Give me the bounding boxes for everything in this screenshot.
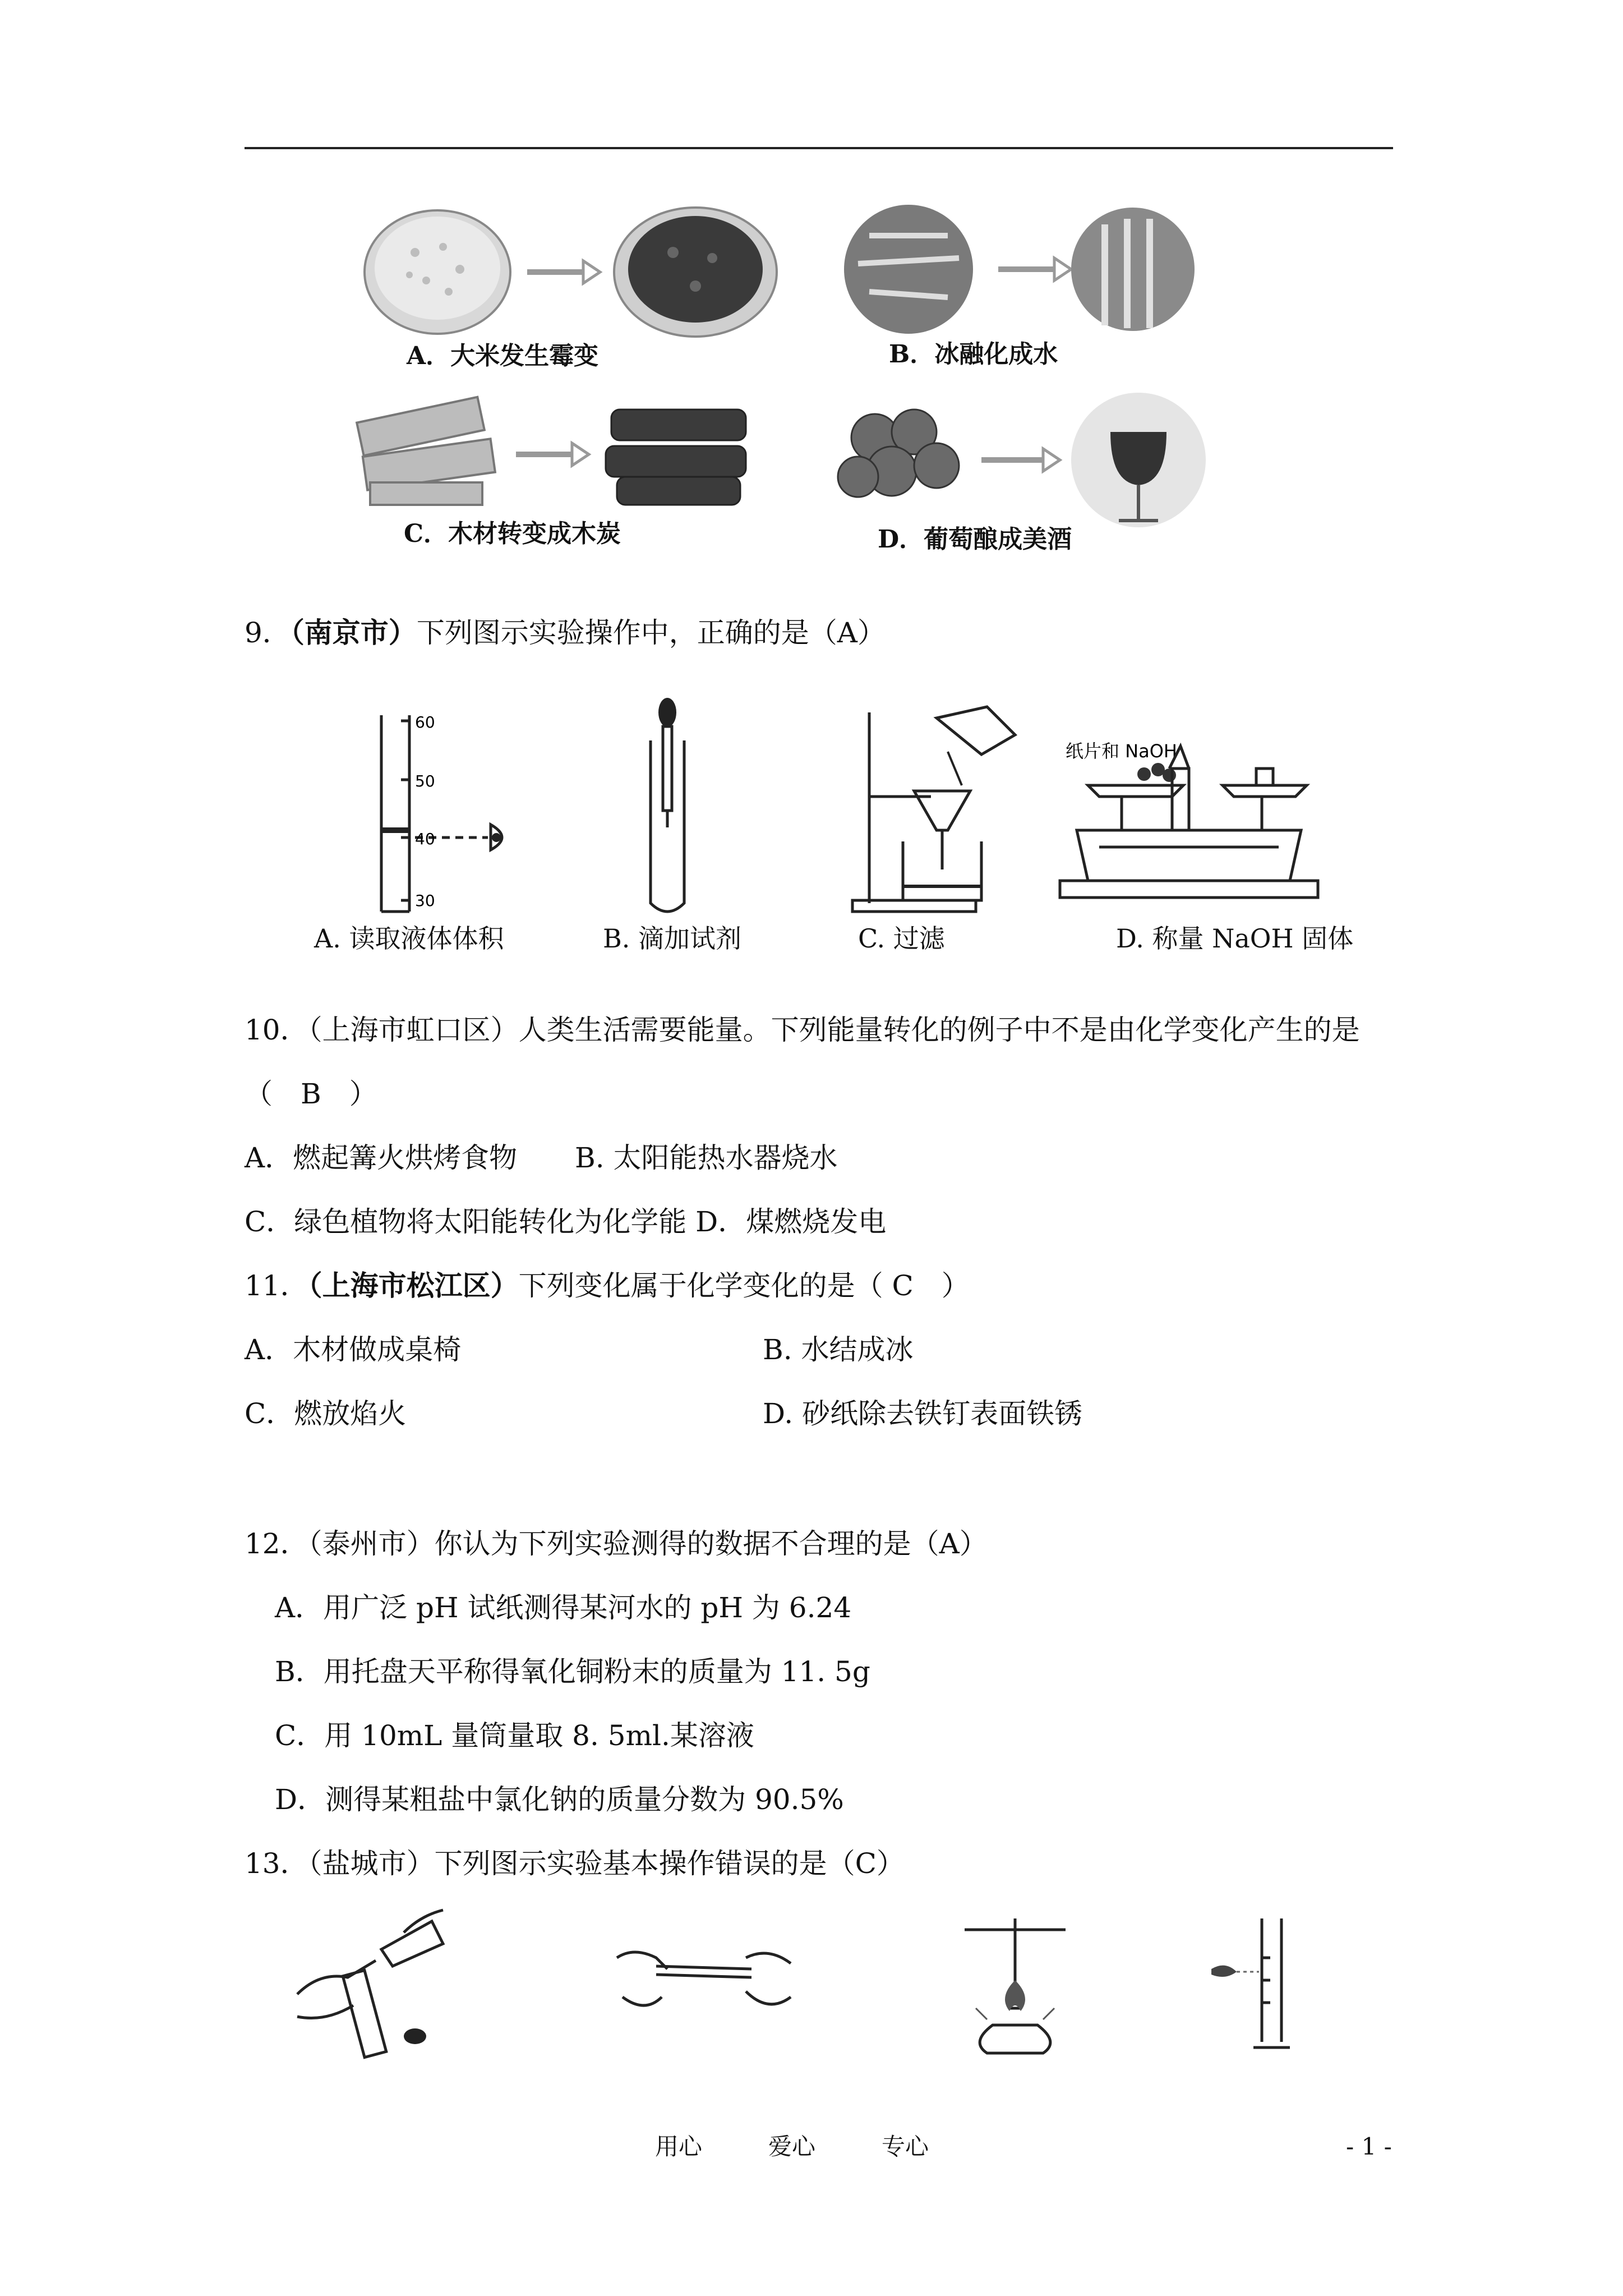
q13-stem: 13．（盐城市）下列图示实验基本操作错误的是（C）: [245, 1847, 905, 1880]
fig8-caption-b: B．冰融化成水: [889, 340, 1058, 369]
q9-number: 9．: [245, 616, 291, 649]
balance-icon: [1054, 729, 1324, 914]
footer-motto-3: 专心: [882, 2133, 929, 2160]
header-rule: [245, 147, 1393, 149]
q9-caption-a: A. 读取液体体积: [314, 923, 504, 954]
q11-number: 11．: [245, 1269, 308, 1302]
connecting-tubes-icon: [611, 1935, 796, 2031]
q11-source: （上海市松江区）: [308, 1269, 519, 1302]
q12-option-c: C．用 10mL 量筒量取 8. 5ml.某溶液: [275, 1719, 754, 1752]
q11-option-d: D. 砂纸除去铁钉表面铁锈: [763, 1397, 1083, 1430]
cylinder-tick-40: 40: [415, 830, 435, 848]
q9-text: 下列图示实验操作中，正确的是（A）: [416, 616, 886, 649]
ice-photo: [836, 202, 1195, 342]
q12-option-a: A．用广泛 pH 试纸测得某河水的 pH 为 6.24: [275, 1591, 852, 1624]
footer-motto-2: 爱心: [768, 2133, 816, 2160]
balance-label: 纸片和 NaOH: [1066, 740, 1177, 762]
q11-text: 下列变化属于化学变化的是（ C ）: [518, 1269, 970, 1302]
alcohol-lamp-heating-icon: [959, 1913, 1071, 2059]
graduated-cylinder-icon: [359, 710, 527, 917]
cylinder-reading-icon: [1200, 1913, 1312, 2059]
q10-option-b: B. 太阳能热水器烧水: [575, 1142, 838, 1174]
footer-motto-1: 用心: [655, 2133, 703, 2160]
cylinder-tick-30: 30: [415, 891, 435, 910]
rice-photo: [359, 202, 796, 342]
fig8-caption-c: C．木材转变成木炭: [404, 519, 621, 548]
q11-option-b: B. 水结成冰: [763, 1333, 914, 1366]
q9-caption-c: C. 过滤: [858, 923, 945, 954]
q9-stem: [245, 616, 886, 650]
q10-stem: 10．（上海市虹口区）人类生活需要能量。下列能量转化的例子中不是由化学变化产生的是: [245, 1014, 1360, 1046]
q10-option-cd: C．绿色植物将太阳能转化为化学能 D．煤燃烧发电: [245, 1205, 887, 1238]
filtration-apparatus-icon: [847, 701, 1032, 920]
q12-option-b: B．用托盘天平称得氧化铜粉末的质量为 11. 5g: [275, 1655, 870, 1688]
fig8-caption-a: A．大米发生霉变: [407, 342, 599, 370]
q12-stem: 12．（泰州市）你认为下列实验测得的数据不合理的是（A）: [245, 1527, 988, 1560]
q11-option-a: A．木材做成桌椅: [245, 1333, 462, 1366]
dropper-test-tube-icon: [645, 696, 712, 920]
q9-source: （南京市）: [290, 616, 417, 649]
wood-photo: [348, 393, 774, 516]
q11-option-c: C．燃放焰火: [245, 1397, 407, 1430]
fig8-caption-d: D．葡萄酿成美酒: [878, 525, 1072, 554]
page-number: - 1 -: [1346, 2133, 1392, 2160]
q10-option-a: A．燃起篝火烘烤食物: [245, 1142, 518, 1174]
cylinder-tick-60: 60: [415, 713, 435, 731]
q9-caption-d: D. 称量 NaOH 固体: [1116, 923, 1354, 954]
pouring-liquid-icon: [286, 1910, 454, 2050]
cylinder-tick-50: 50: [415, 772, 435, 790]
q9-caption-b: B. 滴加试剂: [603, 923, 742, 954]
q10-answer: （ B ）: [245, 1078, 377, 1110]
q11-stem: [245, 1269, 970, 1303]
q12-option-d: D．测得某粗盐中氯化钠的质量分数为 90.5%: [275, 1783, 844, 1816]
